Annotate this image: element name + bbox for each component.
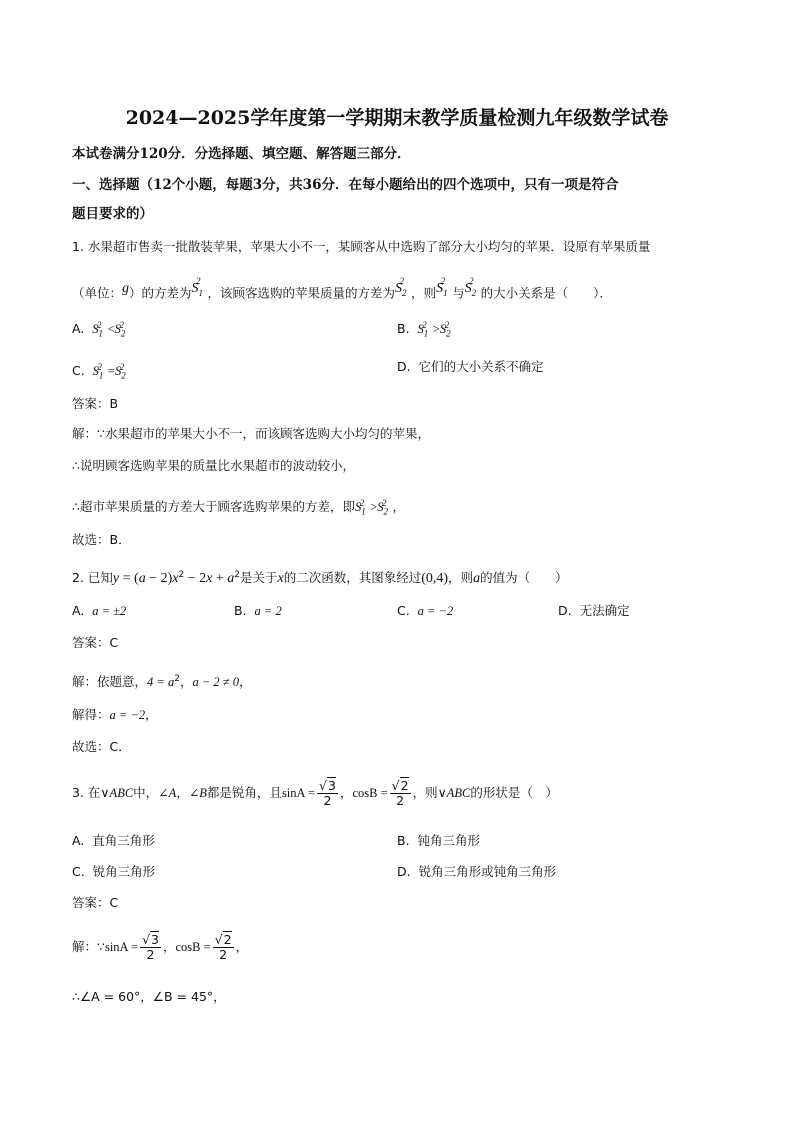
q3-option-c: C. 锐角三角形 <box>72 864 156 879</box>
q3-stem: 3. 在∨ABC中，∠A，∠B都是锐角，且sinA = $\frac{√3}{2}$ ，cosB = $\frac{√2}{2}$ ，则∨ABC的形状是（ ） <box>72 778 558 808</box>
section1-heading-line1: 一、选择题（12个小题，每题3分，共36分．在每小题给出的四个选项中，只有一项是符合 <box>72 177 619 193</box>
q2-stem: 2. 已知$y = (a - 2)x^2 - 2x + a^2$是关于x的二次函数，其图象经过(0,4)，则a的值为（ ） <box>72 570 568 587</box>
q2-solution-line1: 解：依题意，$4 = a^2$，a − 2 ≠ 0， <box>72 674 252 690</box>
q2-option-b: B. a = 2 <box>234 603 282 618</box>
q1-option-d: D. 它们的大小关系不确定 <box>397 359 544 374</box>
q1-option-c: C. $S_1^2 =S_2^2$ <box>72 362 126 381</box>
q1-choose: 故选：B． <box>72 532 131 547</box>
q3-solution-line2: ∴∠A = 60°，∠B = 45°， <box>72 989 226 1004</box>
q2-option-d: D. 无法确定 <box>558 603 630 618</box>
q3-option-d: D. 锐角三角形或钝角三角形 <box>397 864 557 879</box>
q3-option-b: B. 钝角三角形 <box>397 833 481 848</box>
q3-option-a: A. 直角三角形 <box>72 833 155 848</box>
q1-stem-line2: （单位：g）的方差为$S_1^2$，该顾客选购的苹果质量的方差为$S_2^2$，则$S_1^2$与$S_2^2$的大小关系是（ ）． <box>72 276 612 301</box>
q1-option-b: B. $S_1^2 >S_2^2$ <box>397 320 451 339</box>
q1-option-a: A. $S_1^2 <S_2^2$ <box>72 320 126 339</box>
q1-answer: 答案：B <box>72 396 119 411</box>
q3-answer: 答案：C <box>72 895 119 910</box>
q2-option-a: A. a = ±2 <box>72 603 127 618</box>
q1-solution-line1: 解：∵水果超市的苹果大小不一，而该顾客选购大小均匀的苹果， <box>72 426 430 441</box>
q1-stem-line1: 1. 水果超市售卖一批散装苹果，苹果大小不一，某顾客从中选购了部分大小均匀的苹果．设原有苹果质量 <box>72 239 651 254</box>
section1-heading-line2: 题目要求的） <box>72 206 153 222</box>
q2-option-c: C. a = −2 <box>397 603 454 618</box>
q2-solution-line2: 解得：a = −2， <box>72 707 158 722</box>
q3-solution-line1: 解：∵sinA = $\frac{√3}{2}$ ，cosB = $\frac{√2}{2}$ ， <box>72 932 249 962</box>
page-title: 2024—2025学年度第一学期期末教学质量检测九年级数学试卷 <box>125 107 669 129</box>
intro-text: 本试卷满分120分．分选择题、填空题、解答题三部分． <box>72 146 411 162</box>
q2-answer: 答案：C <box>72 635 119 650</box>
q1-solution-line3: ∴超市苹果质量的方差大于顾客选购苹果的方差，即$S_1^2 >S_2^2$ ， <box>72 498 406 517</box>
q2-choose: 故选：C． <box>72 739 131 754</box>
q1-solution-line2: ∴说明顾客选购苹果的质量比水果超市的波动较小， <box>72 458 355 473</box>
